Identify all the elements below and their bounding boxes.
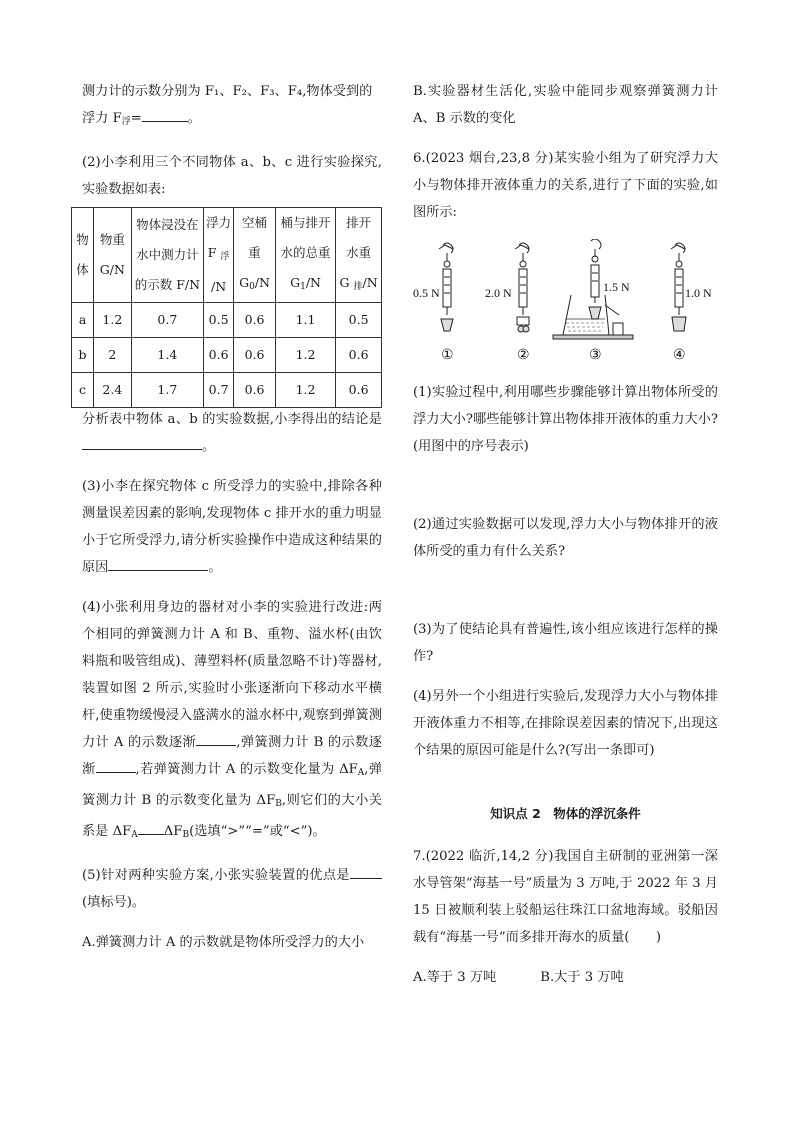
question-7: 7.(2022 临沂,14,2 分)我国自主研制的亚洲第一深水导管架“海基一号”质量为 3 万吨,于 2022 年 3 月 15 日被顺利装上驳船运往珠江口盆地海域。驳船因载有“海基一号”而多排开海水的质量( ) xyxy=(413,849,718,945)
cell: 0.6 xyxy=(204,338,234,373)
spring-scale-diagram xyxy=(413,239,718,369)
answer-blank[interactable] xyxy=(350,862,382,879)
question-7-options xyxy=(413,964,718,991)
cell: 0.6 xyxy=(336,338,382,373)
text: (填标号)。 xyxy=(82,895,146,910)
subscript: B xyxy=(182,830,190,840)
answer-blank[interactable] xyxy=(96,756,136,773)
cell: 2.4 xyxy=(94,373,132,408)
cell: a xyxy=(72,303,94,338)
question-2-conclusion xyxy=(82,406,382,460)
left-column xyxy=(76,78,382,969)
header-displaced: 排开 水重 G $_排$/N xyxy=(336,208,382,303)
section-heading: 知识点 2 物体的浮沉条件 xyxy=(490,806,641,821)
cell: 1.2 xyxy=(275,373,335,408)
header-reading: 物体浸没在 水中测力计 的示数 F/N xyxy=(131,208,203,303)
table-header-row xyxy=(72,208,382,303)
answer-space[interactable] xyxy=(413,473,718,511)
answer-blank[interactable] xyxy=(108,554,208,571)
answer-blank[interactable] xyxy=(196,729,236,746)
cell: 1.1 xyxy=(275,303,335,338)
cell: 0.6 xyxy=(234,373,276,408)
text: 分析表中物体 a、b 的实验数据,小李得出的结论是 xyxy=(82,412,382,427)
question-6-4: (4)另外一个小组进行实验后,发现浮力大小与物体排开液体重力不相等,在排除误差因素的情况下,出现这个结果的原因可能是什么?(写出一条即可) xyxy=(413,689,718,758)
step-1-setup xyxy=(439,243,453,331)
header-empty-bucket: 空桶重 $G_0/N$ xyxy=(234,208,276,303)
answer-blank[interactable] xyxy=(82,433,202,450)
right-column xyxy=(413,78,718,1004)
question-5 xyxy=(82,862,382,916)
cell: 1.4 xyxy=(131,338,203,373)
cell: 0.6 xyxy=(336,373,382,408)
answer-space[interactable] xyxy=(413,578,718,616)
question-4 xyxy=(82,594,382,849)
table-row xyxy=(72,338,382,373)
text: 测力计的示数分别为 F₁、F₂、F₃、F₄,物体受到的 xyxy=(82,84,373,99)
option-b: B.实验器材生活化,实验中能同步观察弹簧测力计 A、B 示数的变化 xyxy=(413,84,718,126)
step-number: ③ xyxy=(589,348,602,363)
cell: 0.5 xyxy=(204,303,234,338)
cell: 1.2 xyxy=(94,303,132,338)
cell: 0.7 xyxy=(131,303,203,338)
cell: 0.7 xyxy=(204,373,234,408)
step-2-setup xyxy=(515,243,529,332)
option-b[interactable]: B.大于 3 万吨 xyxy=(540,970,624,985)
cell: 0.5 xyxy=(336,303,382,338)
step-number: ② xyxy=(517,348,530,363)
reading-label: 1.5 N xyxy=(603,280,630,294)
text: (3)小李在探究物体 c 所受浮力的实验中,排除各种测量误差因素的影响,发现物体 c 排开水的重力明显小于它所受浮力,请分析实验操作中造成这种结果的原因 xyxy=(82,479,382,575)
question-3 xyxy=(82,473,382,581)
option-a[interactable]: A.等于 3 万吨 xyxy=(413,970,497,985)
question-6-3: (3)为了使结论具有普遍性,该小组应该进行怎样的操作? xyxy=(413,622,718,664)
question-6-2: (2)通过实验数据可以发现,浮力大小与物体排开的液体所受的重力有什么关系? xyxy=(413,517,718,559)
table-row xyxy=(72,373,382,408)
option-a: A.弹簧测力计 A 的示数就是物体所受浮力的大小 xyxy=(82,935,365,950)
answer-blank[interactable] xyxy=(138,818,164,835)
text: (选填“>”“=”或“<”)。 xyxy=(189,824,326,839)
header-object: 物 体 xyxy=(72,208,94,303)
text: 。 xyxy=(187,111,201,126)
text: (5)针对两种实验方案,小张实验装置的优点是 xyxy=(82,868,350,883)
subscript: A xyxy=(357,768,365,778)
reading-label: 0.5 N xyxy=(413,286,440,300)
answer-blank[interactable] xyxy=(142,105,188,122)
question-2-intro: (2)小李利用三个不同物体 a、b、c 进行实验探究,实验数据如表: xyxy=(82,155,382,197)
reading-label: 1.0 N xyxy=(685,286,712,300)
cell: b xyxy=(72,338,94,373)
paragraph-buoyancy-formula xyxy=(82,78,382,136)
cell: c xyxy=(72,373,94,408)
text: ,弹簧测力计 B 的示数逐渐 xyxy=(82,735,382,777)
reading-label: 2.0 N xyxy=(485,286,512,300)
text: ,则它们的大小关系是 ΔF xyxy=(82,793,382,839)
experiment-data-table xyxy=(71,207,382,408)
text: 浮力 F xyxy=(82,111,122,126)
step-4-setup xyxy=(671,243,686,331)
text: 。 xyxy=(202,439,216,454)
cell: 1.2 xyxy=(275,338,335,373)
header-weight: 物重 G/N xyxy=(94,208,132,303)
question-6: 6.(2023 烟台,23,8 分)某实验小组为了研究浮力大小与物体排开液体重力的关系,进行了下面的实验,如图所示: xyxy=(413,151,718,220)
step-number: ① xyxy=(441,348,454,363)
text: ,若弹簧测力计 A 的示数变化量为 ΔF xyxy=(135,762,358,777)
cell: 1.7 xyxy=(131,373,203,408)
text: (4)小张利用身边的器材对小李的实验进行改进:两个相同的弹簧测力计 A 和 B、重物、溢水杯(由饮料瓶和吸管组成)、薄塑料杯(质量忽略不计)等器材,装置如图 2 所示,实验时小张逐渐向下移动水平横杆,使重物缓慢浸入盛满水的溢水杯中,观察到弹簧测力计 A 的示数逐渐 xyxy=(82,600,382,750)
cell: 0.6 xyxy=(234,303,276,338)
cell: 0.6 xyxy=(234,338,276,373)
text: = xyxy=(130,111,142,126)
table-row xyxy=(72,303,382,338)
question-6-1: (1)实验过程中,利用哪些步骤能够计算出物体所受的浮力大小?哪些能够计算出物体排开液体的重力大小?(用图中的序号表示) xyxy=(413,385,718,454)
header-buoyancy: 浮力 F $_浮$ /N xyxy=(204,208,234,303)
header-bucket-total: 桶与排开 水的总重 $G_1/N$ xyxy=(275,208,335,303)
experiment-figure xyxy=(413,239,718,369)
subscript: 浮 xyxy=(121,117,131,127)
step-number: ④ xyxy=(673,348,686,363)
cell: 2 xyxy=(94,338,132,373)
text: ΔF xyxy=(163,824,183,839)
text: ,弹簧测力计 B 的示数变化量为 ΔF xyxy=(82,762,382,808)
subscript: A xyxy=(131,830,138,840)
text: 。 xyxy=(208,560,222,575)
subscript: B xyxy=(275,799,282,809)
